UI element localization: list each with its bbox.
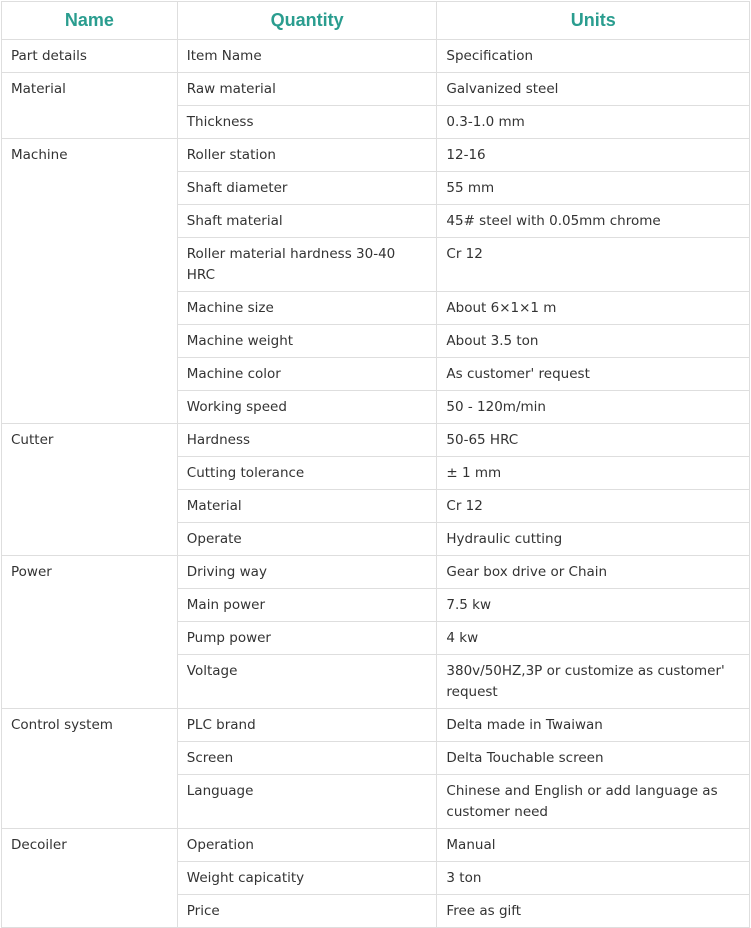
group-name-cell: Machine [2,139,178,424]
quantity-cell: Working speed [177,391,437,424]
quantity-cell: Main power [177,589,437,622]
header-quantity: Quantity [177,2,437,40]
group-name-cell: Cutter [2,424,178,556]
table-row [2,40,750,73]
quantity-cell: Driving way [177,556,437,589]
table-row [2,139,750,172]
units-cell: Specification [437,40,750,73]
quantity-cell: Hardness [177,424,437,457]
group-name-cell: Power [2,556,178,709]
units-cell: 12-16 [437,139,750,172]
quantity-cell: Weight capicatity [177,862,437,895]
units-cell: Chinese and English or add language as customer need [437,775,750,829]
quantity-cell: Raw material [177,73,437,106]
units-cell: ± 1 mm [437,457,750,490]
units-cell: Cr 12 [437,490,750,523]
units-cell: 3 ton [437,862,750,895]
quantity-cell: Shaft material [177,205,437,238]
units-cell: Delta made in Twaiwan [437,709,750,742]
table-row [2,709,750,742]
group-name-cell: Material [2,73,178,139]
quantity-cell: Roller station [177,139,437,172]
table-row [2,829,750,862]
units-cell: 45# steel with 0.05mm chrome [437,205,750,238]
units-cell: As customer' request [437,358,750,391]
units-cell: 0.3-1.0 mm [437,106,750,139]
units-cell: Delta Touchable screen [437,742,750,775]
spec-table [1,1,750,928]
units-cell: Cr 12 [437,238,750,292]
units-cell: Manual [437,829,750,862]
units-cell: 50-65 HRC [437,424,750,457]
quantity-cell: Language [177,775,437,829]
quantity-cell: Material [177,490,437,523]
header-row [2,2,750,40]
units-cell: 4 kw [437,622,750,655]
table-row [2,73,750,106]
table-row [2,424,750,457]
group-name-cell: Decoiler [2,829,178,928]
group-name-cell: Part details [2,40,178,73]
quantity-cell: Operate [177,523,437,556]
units-cell: Galvanized steel [437,73,750,106]
table-row [2,556,750,589]
quantity-cell: Roller material hardness 30-40 HRC [177,238,437,292]
units-cell: About 3.5 ton [437,325,750,358]
table-body [2,40,750,928]
units-cell: 50 - 120m/min [437,391,750,424]
header-name: Name [2,2,178,40]
table-header [2,2,750,40]
quantity-cell: Screen [177,742,437,775]
units-cell: 7.5 kw [437,589,750,622]
quantity-cell: Item Name [177,40,437,73]
quantity-cell: Machine weight [177,325,437,358]
quantity-cell: Machine color [177,358,437,391]
quantity-cell: Thickness [177,106,437,139]
units-cell: Gear box drive or Chain [437,556,750,589]
quantity-cell: Pump power [177,622,437,655]
units-cell: 380v/50HZ,3P or customize as customer' request [437,655,750,709]
quantity-cell: PLC brand [177,709,437,742]
quantity-cell: Price [177,895,437,928]
quantity-cell: Shaft diameter [177,172,437,205]
quantity-cell: Operation [177,829,437,862]
units-cell: 55 mm [437,172,750,205]
group-name-cell: Control system [2,709,178,829]
header-units: Units [437,2,750,40]
units-cell: Hydraulic cutting [437,523,750,556]
quantity-cell: Voltage [177,655,437,709]
quantity-cell: Cutting tolerance [177,457,437,490]
quantity-cell: Machine size [177,292,437,325]
units-cell: Free as gift [437,895,750,928]
units-cell: About 6×1×1 m [437,292,750,325]
